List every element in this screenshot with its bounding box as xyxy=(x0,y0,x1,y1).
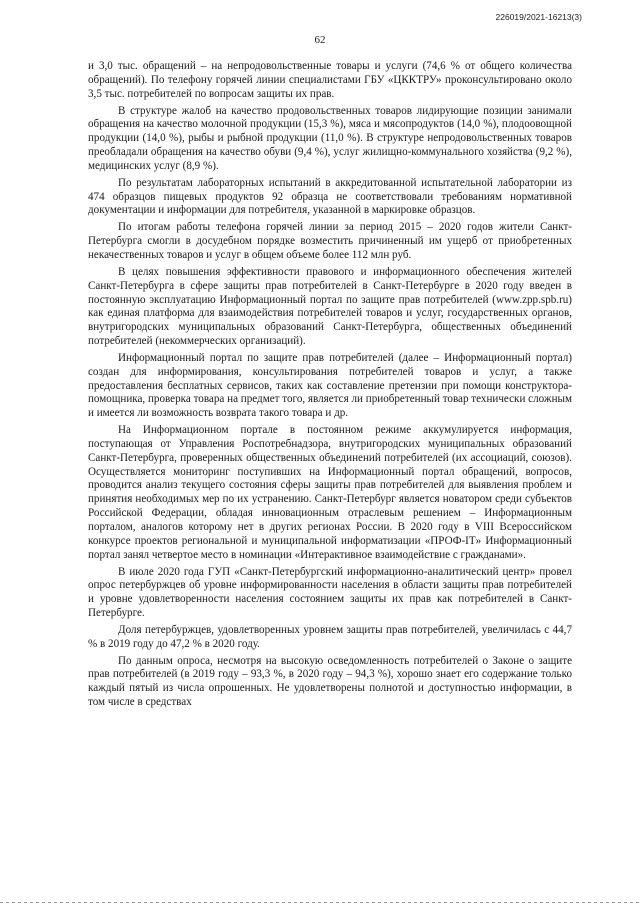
paragraph-8: В июле 2020 года ГУП «Санкт-Петербургский информационно-аналитический центр» провел опрос петербуржцев об уровне информированности населения в области защиты прав потребителей и уровне удовлетворенности населения состоянием защиты их прав как потребителей в Санкт-Петербурге. xyxy=(88,565,572,620)
paragraph-2: В структуре жалоб на качество продовольственных товаров лидирующие позиции занимали обращения на качество молочной продукции (15,3 %), мяса и мясопродуктов (14,0 %), плодоовощной продукции (14,0 %), рыбы и рыбной продукции (11,0 %). В структуре непродовольственных товаров преобладали обращения на качество обуви (9,4 %), услуг жилищно-коммунального хозяйства (9,2 %), медицинских услуг (8,9 %). xyxy=(88,104,572,172)
paragraph-4: По итогам работы телефона горячей линии за период 2015 – 2020 годов жители Санкт-Петербурга смогли в досудебном порядке возместить причиненный им ущерб от приобретенных некачественных товаров и услуг в общем объеме более 112 млн руб. xyxy=(88,221,572,261)
paragraph-7: На Информационном портале в постоянном режиме аккумулируется информация, поступающая от Управления Роспотребнадзора, внутригородских муниципальных образований Санкт-Петербурга, проверенных общественных объединений потребителей (их ассоциаций, союзов). Осуществляется мониторинг поступивших на Информационный портал обращений, вопросов, проводится анализ текущего состояния сферы защиты прав потребителей для выявления проблем и принятия необходимых мер по их устранению. Санкт-Петербург является новатором среди субъектов Российской Федерации, обладая инновационным отраслевым решением – Информационным порталом, аналогов которому нет в других регионах России. В 2020 году в VIII Всероссийском конкурсе проектов региональной и муниципальной информатизации «ПРОФ-IT» Информационный портал занял четвертое место в номинации «Интерактивное взаимодействие с гражданами». xyxy=(88,424,572,561)
document-registration-stamp: 226019/2021-16213(3) xyxy=(495,12,582,22)
page-number: 62 xyxy=(314,34,326,46)
paragraph-5: В целях повышения эффективности правового и информационного обеспечения жителей Санкт-Петербурга в сфере защиты прав потребителей в Санкт-Петербурге в 2020 году введен в постоянную эксплуатацию Информационный портал по защите прав потребителей (www.zpp.spb.ru) как единая платформа для взаимодействия потребителей товаров и услуг, государственных органов, внутригородских муниципальных образований Санкт-Петербурга, общественных объединений потребителей (некоммерческих организаций). xyxy=(88,265,572,348)
paragraph-10: По данным опроса, несмотря на высокую осведомленность потребителей о Законе о защите прав потребителей (в 2019 году – 93,3 %, в 2020 году – 94,3 %), хорошо знает его содержание только каждый пятый из числа опрошенных. Не удовлетворены полнотой и доступностью информации, в том числе в средствах xyxy=(88,654,572,709)
paragraph-6: Информационный портал по защите прав потребителей (далее – Информационный портал) создан для информирования, консультирования потребителей товаров и услуг, а также предоставления бесплатных сервисов, таких как составление претензии при помощи конструктора-помощника, проверка товара на предмет того, является ли приобретенный товар технически сложным и имеется ли возможность возврата такого товара и др. xyxy=(88,351,572,420)
paragraph-1: и 3,0 тыс. обращений – на непродовольственные товары и услуги (74,6 % от общего количества обращений). По телефону горячей линии специалистами ГБУ «ЦККТРУ» проконсультировано около 3,5 тыс. потребителей по вопросам защиты их прав. xyxy=(88,60,572,100)
document-body xyxy=(88,60,572,713)
paragraph-3: По результатам лабораторных испытаний в аккредитованной испытательной лаборатории из 474 образцов пищевых продуктов 92 образца не соответствовали требованиям нормативной документации и информации для потребителя, указанной в маркировке образцов. xyxy=(88,176,572,217)
paragraph-9: Доля петербуржцев, удовлетворенных уровнем защиты прав потребителей, увеличилась с 44,7 % в 2019 году до 47,2 % в 2020 году. xyxy=(88,623,572,650)
scan-edge-line xyxy=(0,902,640,903)
